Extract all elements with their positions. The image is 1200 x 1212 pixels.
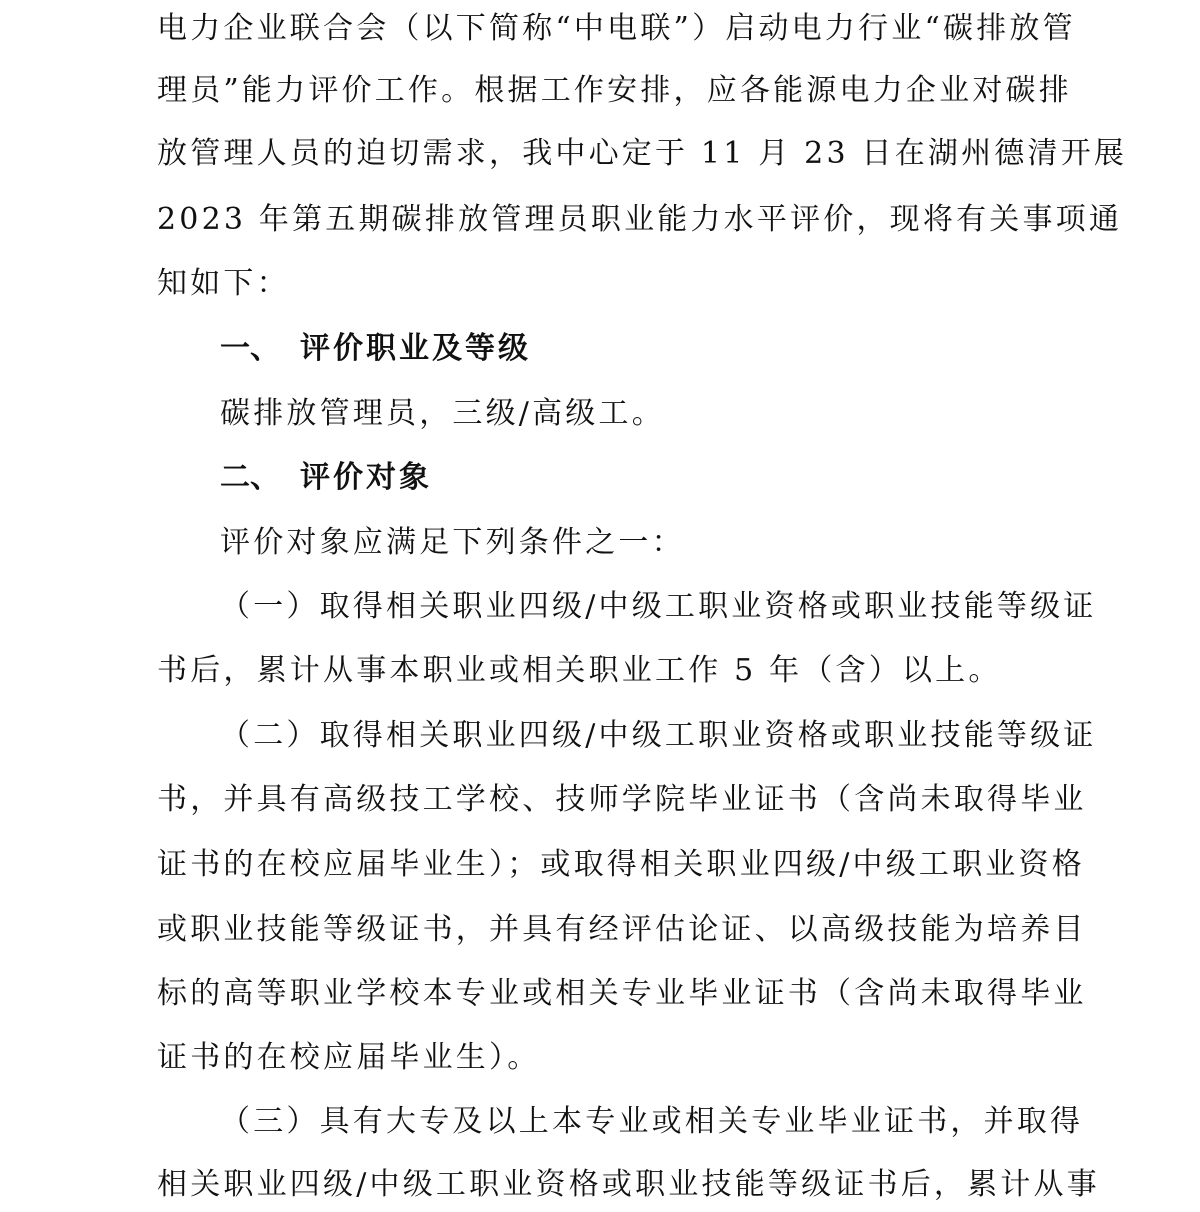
body-text-line: 2023 年第五期碳排放管理员职业能力水平评价，现将有关事项通 xyxy=(157,202,1123,237)
body-text-line: 标的高等职业学校本专业或相关专业毕业证书（含尚未取得毕业 xyxy=(157,976,1087,1011)
body-text-line: 评价对象应满足下列条件之一： xyxy=(220,525,685,560)
section-title: 评价职业及等级 xyxy=(300,331,531,366)
body-text-line: 或职业技能等级证书，并具有经评估论证、以高级技能为培养目 xyxy=(157,912,1087,947)
section-title: 评价对象 xyxy=(300,460,432,495)
body-text-line: 书后，累计从事本职业或相关职业工作 5 年（含）以上。 xyxy=(157,653,1002,688)
section-heading-2 xyxy=(220,458,432,498)
body-text-line: （二）取得相关职业四级/中级工职业资格或职业技能等级证 xyxy=(220,718,1097,753)
section-heading-1 xyxy=(220,329,531,369)
body-text-line: 放管理人员的迫切需求，我中心定于 11 月 23 日在湖州德清开展 xyxy=(157,136,1128,171)
body-text-line: 证书的在校应届毕业生）。 xyxy=(157,1040,541,1075)
body-text-line: 碳排放管理员，三级/高级工。 xyxy=(220,396,665,431)
body-text-line: （三）具有大专及以上本专业或相关专业毕业证书，并取得 xyxy=(220,1104,1084,1139)
body-text-line: 书，并具有高级技工学校、技师学院毕业证书（含尚未取得毕业 xyxy=(157,782,1087,817)
section-number: 二、 xyxy=(220,460,280,495)
body-text-line: 理员”能力评价工作。根据工作安排，应各能源电力企业对碳排 xyxy=(157,73,1072,108)
body-text-line: 电力企业联合会（以下简称“中电联”）启动电力行业“碳排放管 xyxy=(157,11,1076,46)
body-text-line: 知如下： xyxy=(157,266,290,301)
body-text-line: （一）取得相关职业四级/中级工职业资格或职业技能等级证 xyxy=(220,589,1097,624)
body-text-line: 相关职业四级/中级工职业资格或职业技能等级证书后，累计从事 xyxy=(157,1167,1100,1202)
section-number: 一、 xyxy=(220,331,280,366)
body-text-line: 证书的在校应届毕业生）；或取得相关职业四级/中级工职业资格 xyxy=(157,847,1085,882)
